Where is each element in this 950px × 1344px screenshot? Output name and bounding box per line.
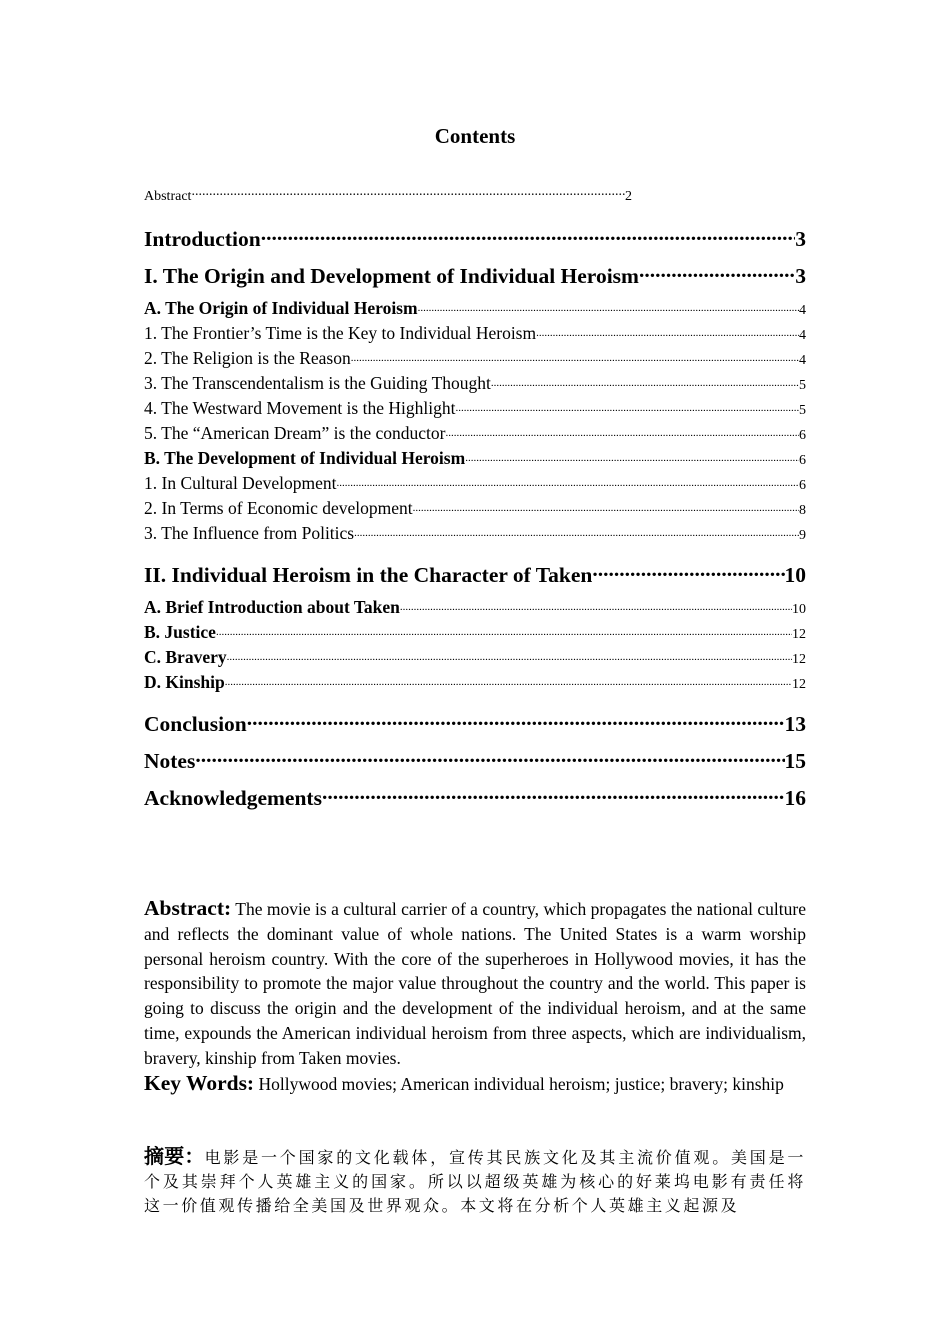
dot-leader: [227, 649, 792, 663]
dot-leader: [336, 475, 799, 489]
toc-label: Acknowledgements: [144, 786, 322, 810]
toc-entry[interactable]: [144, 348, 806, 373]
toc-page: 6: [799, 478, 806, 493]
dot-leader: [418, 300, 799, 314]
toc-label: 1. In Cultural Development: [144, 473, 337, 493]
dot-leader: [247, 709, 785, 731]
part2-entries: [144, 597, 806, 697]
toc-page: 10: [784, 563, 806, 587]
dot-leader: [491, 375, 799, 389]
toc-label: 1. The Frontier’s Time is the Key to Individual Heroism: [144, 323, 537, 343]
keywords-text: Hollywood movies; American individual heroism; justice; bravery; kinship: [258, 1073, 784, 1094]
table-of-contents: [144, 186, 806, 820]
toc-entry[interactable]: [144, 473, 806, 498]
abstract-text: The movie is a cultural carrier of a country, which propagates the national culture and reflects the dominant value of whole nations. The United States is a warm worship personal heroism country. With the core of the superheroes in Hollywood movies, it has the responsibility to promote the major value throughout the country and the world. This paper is going to discuss the origin and the development of the individual heroism, and at the same time, expounds the American individual heroism from three aspects, which are individualism, bravery, kinship from Taken movies.: [144, 899, 806, 1068]
toc-page: 5: [799, 403, 806, 418]
toc-label: Conclusion: [144, 712, 247, 736]
toc-page: 8: [799, 503, 806, 518]
toc-page: 12: [792, 652, 806, 667]
toc-entry[interactable]: [144, 423, 806, 448]
dot-leader: [445, 425, 799, 439]
toc-label: I. The Origin and Development of Individual Heroism: [144, 264, 639, 288]
dot-leader: [592, 560, 784, 582]
toc-label: 3. The Influence from Politics: [144, 523, 355, 543]
toc-entry[interactable]: [144, 672, 806, 697]
toc-page: 2: [625, 189, 632, 204]
toc-entry-conclusion[interactable]: [144, 709, 806, 746]
page-title: Contents: [434, 124, 516, 148]
toc-entry[interactable]: [144, 323, 806, 348]
dot-leader: [216, 624, 792, 638]
toc-entry[interactable]: [144, 498, 806, 523]
toc-page: 15: [784, 749, 806, 773]
toc-label: Introduction: [144, 227, 261, 251]
toc-entry-introduction[interactable]: [144, 224, 806, 261]
toc-page: 6: [799, 428, 806, 443]
toc-label: 2. The Religion is the Reason: [144, 348, 351, 368]
dot-leader: [351, 350, 799, 364]
toc-label: Abstract: [144, 189, 192, 204]
toc-page: 6: [799, 453, 806, 468]
toc-entry-notes[interactable]: [144, 746, 806, 783]
toc-label: 3. The Transcendentalism is the Guiding Thought: [144, 373, 491, 393]
toc-label: C. Bravery: [144, 647, 227, 667]
dot-leader: [322, 783, 785, 805]
toc-label: 5. The “American Dream” is the conductor: [144, 423, 446, 443]
toc-entry[interactable]: [144, 298, 806, 323]
dot-leader: [191, 186, 625, 200]
toc-page: 4: [799, 353, 806, 368]
toc-entry[interactable]: [144, 523, 806, 548]
abstract-heading: Abstract:: [144, 896, 232, 920]
toc-entry[interactable]: [144, 398, 806, 423]
toc-page: 3: [795, 227, 806, 251]
toc-label: A. The Origin of Individual Heroism: [144, 298, 418, 318]
toc-label: 2. In Terms of Economic development: [144, 498, 413, 518]
toc-entry-abstract[interactable]: [144, 186, 632, 206]
keywords-heading: Key Words:: [144, 1070, 255, 1095]
toc-entry-part1[interactable]: [144, 261, 806, 298]
dot-leader: [455, 400, 799, 414]
toc-entry-acknowledgements[interactable]: [144, 783, 806, 820]
toc-page: 3: [795, 264, 806, 288]
toc-entry-part2[interactable]: [144, 560, 806, 597]
toc-page: 4: [799, 328, 806, 343]
toc-label: B. Justice: [144, 622, 216, 642]
dot-leader: [354, 525, 799, 539]
part1-entries: [144, 298, 806, 548]
toc-label: B. The Development of Individual Heroism: [144, 448, 466, 468]
toc-page: 10: [792, 602, 806, 617]
toc-label: D. Kinship: [144, 672, 225, 692]
toc-entry[interactable]: [144, 373, 806, 398]
toc-entry[interactable]: [144, 647, 806, 672]
dot-leader: [536, 325, 799, 339]
dot-leader: [261, 224, 796, 246]
toc-entry[interactable]: [144, 597, 806, 622]
toc-page: 13: [784, 712, 806, 736]
toc-page: 5: [799, 378, 806, 393]
toc-label: II. Individual Heroism in the Character of Taken: [144, 563, 593, 587]
toc-label: A. Brief Introduction about Taken: [144, 597, 400, 617]
toc-page: 4: [799, 303, 806, 318]
dot-leader: [225, 674, 792, 688]
dot-leader: [400, 599, 792, 613]
chinese-abstract-heading: 摘要：: [144, 1144, 205, 1168]
abstract-section: [144, 896, 806, 1096]
toc-page: 12: [792, 677, 806, 692]
dot-leader: [465, 450, 799, 464]
toc-entry[interactable]: [144, 622, 806, 647]
chinese-abstract-text: 电影是一个国家的文化载体，宣传其民族文化及其主流价值观。美国是一个及其崇拜个人英雄主义的国家。所以以超级英雄为核心的好莱坞电影有责任将这一价值观传播给全美国及世界观众。本文将在分析个人英雄主义起源及: [144, 1148, 807, 1215]
toc-entry[interactable]: [144, 448, 806, 473]
toc-label: Notes: [144, 749, 196, 773]
toc-label: 4. The Westward Movement is the Highlight: [144, 398, 456, 418]
chinese-abstract-section: [144, 1144, 806, 1218]
toc-page: 12: [792, 627, 806, 642]
dot-leader: [413, 500, 799, 514]
dot-leader: [639, 261, 795, 283]
toc-page: 16: [784, 786, 806, 810]
dot-leader: [195, 746, 784, 768]
toc-page: 9: [799, 528, 806, 543]
